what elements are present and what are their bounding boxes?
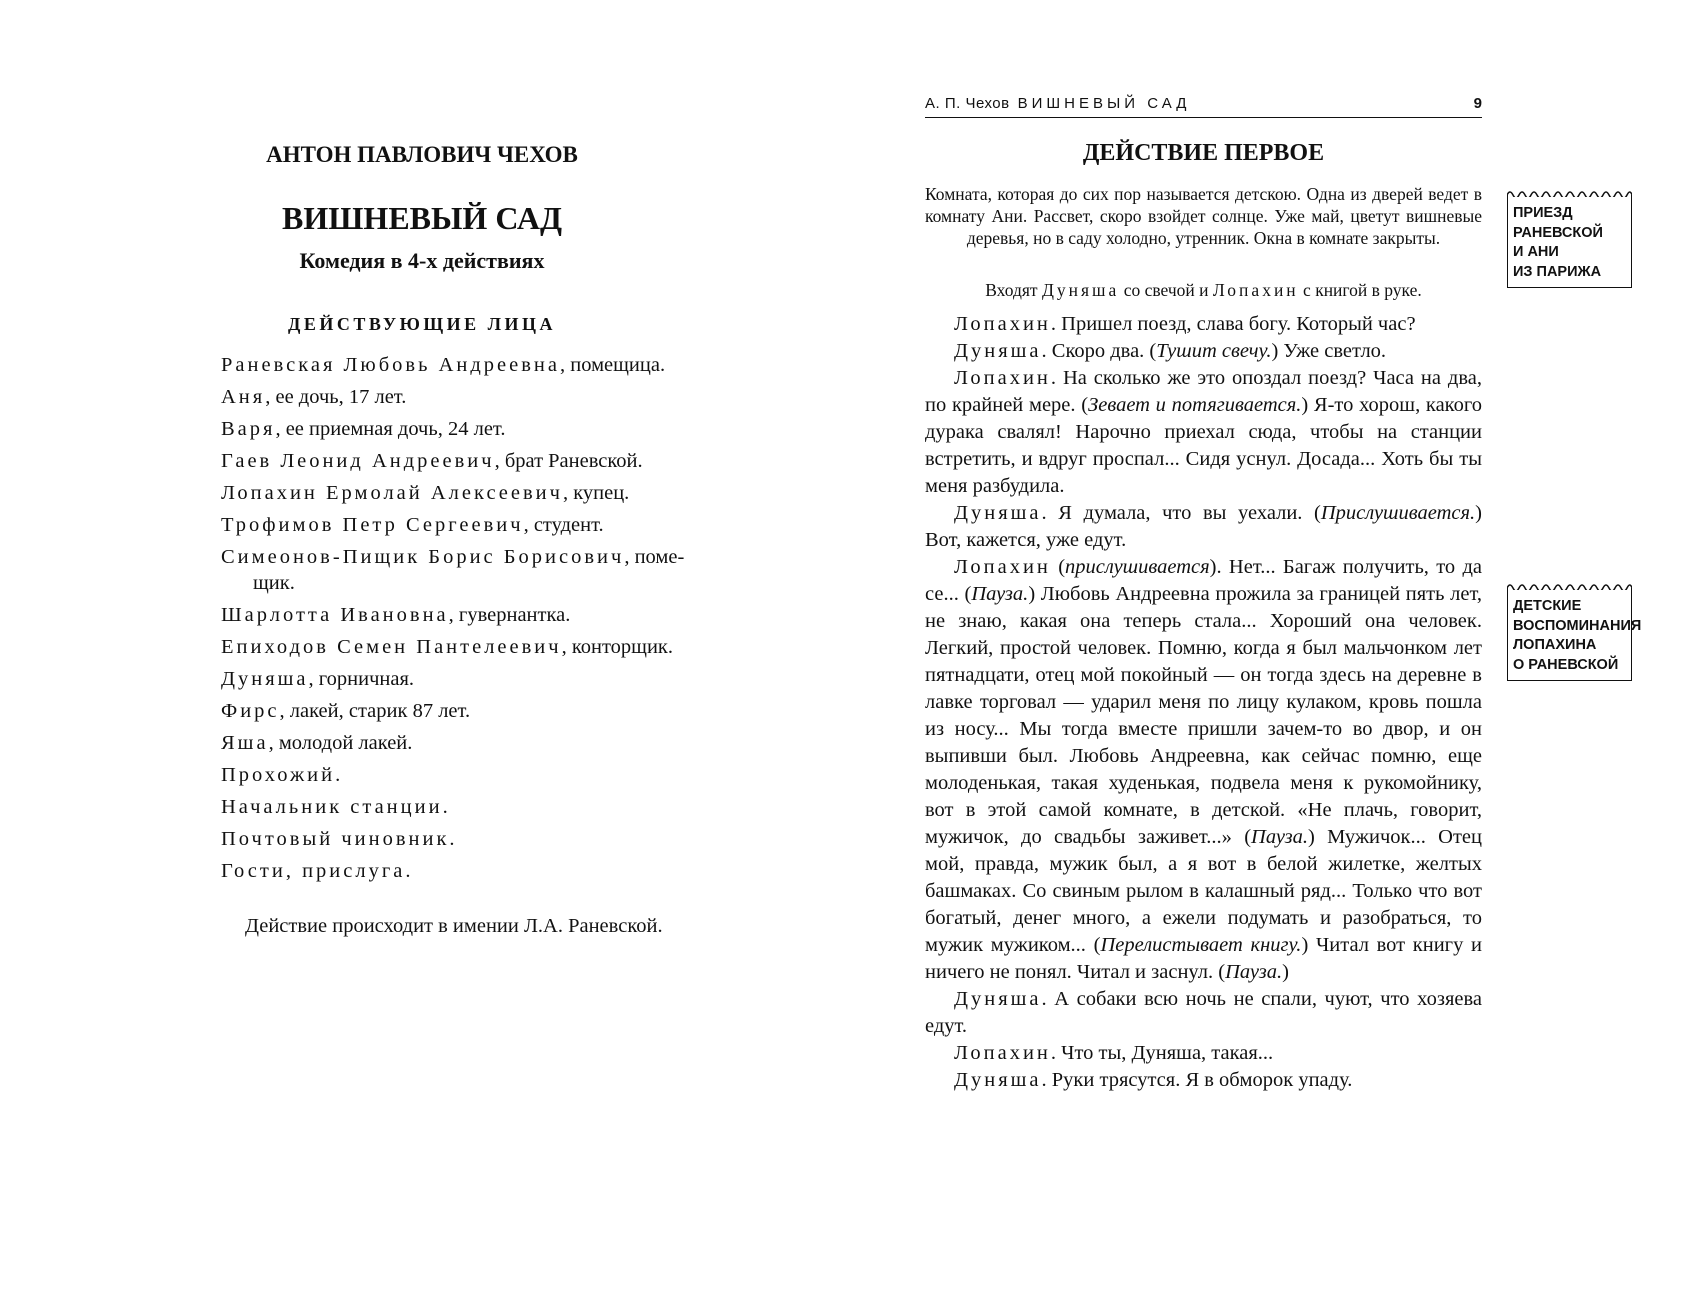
cast-member-name: Гости, прислуга	[221, 860, 406, 882]
margin-note-line: И АНИ	[1513, 244, 1559, 260]
cast-member-description: .	[449, 828, 455, 850]
stage-direction: Пауза.	[1251, 826, 1309, 848]
speech-text: (	[1050, 556, 1066, 578]
cast-member	[221, 698, 778, 724]
cast-member-description: .	[405, 860, 411, 882]
margin-note-line: ЛОПАХИНА	[1513, 637, 1597, 653]
author-name: АНТОН ПАВЛОВИЧ ЧЕХОВ	[266, 142, 578, 167]
cast-member	[221, 384, 778, 410]
cast-member-name: Лопахин Ермолай Алексеевич	[221, 482, 563, 504]
cast-member	[221, 858, 778, 884]
cast-member-name: Яша	[221, 732, 269, 754]
dialogue-line	[925, 311, 1482, 338]
cast-member-name: Епиходов Семен Пантелеевич	[221, 636, 562, 658]
margin-note-line: РАНЕВСКОЙ	[1513, 224, 1603, 241]
cast-member	[221, 448, 778, 474]
setting-note: Действие происходит в имении Л.А. Раневской.	[245, 915, 663, 937]
speaker-name: Лопахин	[954, 313, 1051, 335]
cast-member-name: Почтовый чиновник	[221, 828, 450, 850]
play-subtitle: Комедия в 4-х действиях	[299, 248, 545, 273]
stage-direction: Перелистывает книгу.	[1100, 934, 1302, 956]
speech-text: . Что ты, Дуняша, такая...	[1050, 1042, 1274, 1064]
cast-member-description: , поме-	[624, 546, 685, 568]
play-title: ВИШНЕВЫЙ САД	[282, 200, 562, 236]
speech-text: ) Уже светло.	[1271, 340, 1387, 362]
stage-direction: Пауза.	[1225, 961, 1283, 983]
stage-direction: прислушивается	[1065, 556, 1210, 578]
cast-member-name: Варя	[221, 418, 276, 440]
cast-list	[221, 352, 778, 890]
speech-text: ) Любовь Андреевна прожила за границей пять лет, не знаю, какая она теперь стала... Хороший она человек. Легкий, простой человек. Помню, когда я был мальчонком лет пятнадцати, отец мой покойный — он тогда здесь на деревне в лавке торговал — ударил меня по лицу кулаком, кровь пошла из носу... Мы тогда вместе пришли зачем-то во двор, и он выпивши был. Любовь Андреевна, как сейчас помню, еще молоденькая, такая худенькая, подвела меня к рукомойнику, вот в этой самой комнате, в детской. «Не плачь, говорит, мужичок, до свадьбы заживет...» (	[925, 583, 1482, 848]
cast-member-name: Аня	[221, 386, 266, 408]
dialogue	[925, 311, 1482, 1094]
speech-text: ) Вот, кажется, уже едут.	[925, 502, 1482, 551]
dialogue-line	[925, 365, 1482, 500]
cast-member	[221, 416, 778, 442]
running-head-author: А. П. Чехов	[925, 95, 1010, 112]
entrance-direction: Входят Дуняша со свечой и Лопахин с книгой в руке.	[985, 280, 1422, 300]
cast-member-description: , горничная.	[308, 668, 415, 690]
cast-member	[221, 480, 778, 506]
margin-note-line: О РАНЕВСКОЙ	[1513, 656, 1619, 673]
page-number: 9	[1473, 95, 1482, 112]
cast-member	[221, 512, 778, 538]
speaker-name: Дуняша	[954, 988, 1042, 1010]
cast-member-description: .	[335, 764, 341, 786]
speaker-name: Дуняша	[954, 1069, 1042, 1091]
cast-member-description: , брат Раневской.	[494, 450, 643, 472]
cast-member	[221, 730, 778, 756]
speech-text: ) Я-то хорош, какого дурака свалял! Нарочно приехал сюда, чтобы на станции встретить, и вдруг проспал... Сидя уснул. Досада... Хоть бы ты меня разбудила.	[925, 394, 1483, 497]
cast-member-description: , ее дочь, 17 лет.	[265, 386, 407, 408]
cast-member-name: Дуняша	[221, 668, 309, 690]
margin-note-arrival	[1507, 195, 1632, 288]
cast-member-name: Трофимов Петр Сергеевич	[221, 514, 524, 536]
margin-note-line: ИЗ ПАРИЖА	[1513, 263, 1602, 280]
cast-member-name: Симеонов-Пищик Борис Борисович	[221, 546, 625, 568]
stage-direction: Пауза.	[971, 583, 1029, 605]
cast-member	[221, 634, 778, 660]
speaker-name: Лопахин	[954, 367, 1051, 389]
cast-member-name: Фирс	[221, 700, 280, 722]
running-head-title: ВИШНЕВЫЙ САД	[1017, 95, 1191, 112]
cast-member-name: Начальник станции	[221, 796, 443, 818]
cast-member-description: , купец.	[562, 482, 630, 504]
dialogue-line	[925, 1040, 1482, 1067]
cast-member-name: Прохожий	[221, 764, 336, 786]
cast-member	[221, 352, 778, 378]
cast-member-description: , лакей, старик 87 лет.	[279, 700, 471, 722]
speech-text: . На сколько же это опоздал поезд? Часа на два, по крайней мере. (	[925, 367, 1482, 416]
cast-member-description: , ее приемная дочь, 24 лет.	[275, 418, 506, 440]
speech-text: . Пришел поезд, слава богу. Который час?	[1050, 313, 1416, 335]
speaker-name: Лопахин	[954, 1042, 1051, 1064]
stage-direction: Тушит свечу.	[1156, 340, 1272, 362]
speaker-name: Лопахин	[954, 556, 1051, 578]
cast-member	[221, 666, 778, 692]
stage-description: Комната, которая до сих пор называется детскою. Одна из дверей ведет в комнату Ани. Рассвет, скоро взойдет солнце. Уже май, цветут вишневые деревья, но в саду холодно, утренник. Окна в комнате закрыты.	[925, 184, 1482, 248]
cast-member	[221, 544, 778, 596]
speech-text: . А собаки всю ночь не спали, чуют, что хозяева едут.	[925, 988, 1482, 1037]
speech-text: )	[1282, 961, 1289, 983]
entrance-name-lopakhin: Лопахин	[1212, 280, 1299, 300]
cast-member	[221, 602, 778, 628]
dialogue-line	[925, 338, 1482, 365]
margin-note-memories	[1507, 588, 1642, 681]
speech-text: ) Мужичок... Отец мой, правда, мужик был, а я вот в белой жилетке, желтых башмаках. Со свиным рылом в калашный ряд... Только что вот богатый, денег много, а ежели подумать и разобраться, то мужик мужиком... (	[925, 826, 1482, 956]
cast-member	[221, 826, 778, 852]
speaker-name: Дуняша	[954, 502, 1042, 524]
right-page	[845, 0, 1690, 1312]
act-title: ДЕЙСТВИЕ ПЕРВОЕ	[1082, 140, 1325, 166]
dialogue-line	[925, 986, 1482, 1040]
cast-member-description: , гувернантка.	[448, 604, 571, 626]
margin-note-line: ПРИЕЗД	[1513, 205, 1573, 221]
stage-direction: Прислушивается.	[1320, 502, 1476, 524]
speech-text: . Руки трясутся. Я в обморок упаду.	[1041, 1069, 1353, 1091]
cast-member-description: .	[442, 796, 448, 818]
dialogue-line	[925, 554, 1482, 986]
cast-member-description: , молодой лакей.	[268, 732, 413, 754]
dialogue-line	[925, 1067, 1482, 1094]
entrance-name-dunyasha: Дуняша	[1041, 280, 1120, 300]
cast-member-name: Раневская Любовь Андреевна	[221, 354, 560, 376]
stage-direction: Зевает и потягивается.	[1088, 394, 1302, 416]
speech-text: ) Читал вот книгу и ничего не понял. Читал и заснул. (	[925, 934, 1482, 983]
speaker-name: Дуняша	[954, 340, 1042, 362]
cast-member-name: Шарлотта Ивановна	[221, 604, 449, 626]
wavy-border-icon	[1507, 582, 1632, 590]
cast-member-name: Гаев Леонид Андреевич	[221, 450, 495, 472]
cast-member-description-cont: щик.	[253, 572, 295, 594]
cast-member-description: , студент.	[523, 514, 604, 536]
cast-heading: ДЕЙСТВУЮЩИЕ ЛИЦА	[287, 314, 557, 334]
dialogue-line	[925, 500, 1482, 554]
cast-member	[221, 762, 778, 788]
margin-note-line: ВОСПОМИНАНИЯ	[1513, 617, 1642, 634]
cast-member-description: , конторщик.	[561, 636, 674, 658]
wavy-border-icon	[1507, 189, 1632, 197]
speech-text: . Скоро два. (	[1041, 340, 1157, 362]
margin-note-line: ДЕТСКИЕ	[1513, 598, 1582, 614]
running-head	[925, 95, 1482, 118]
cast-member-description: , помещица.	[560, 354, 666, 376]
speech-text: ). Нет... Багаж получить, то да се... (	[925, 556, 1482, 605]
cast-member	[221, 794, 778, 820]
speech-text: . Я думала, что вы уехали. (	[1041, 502, 1321, 524]
